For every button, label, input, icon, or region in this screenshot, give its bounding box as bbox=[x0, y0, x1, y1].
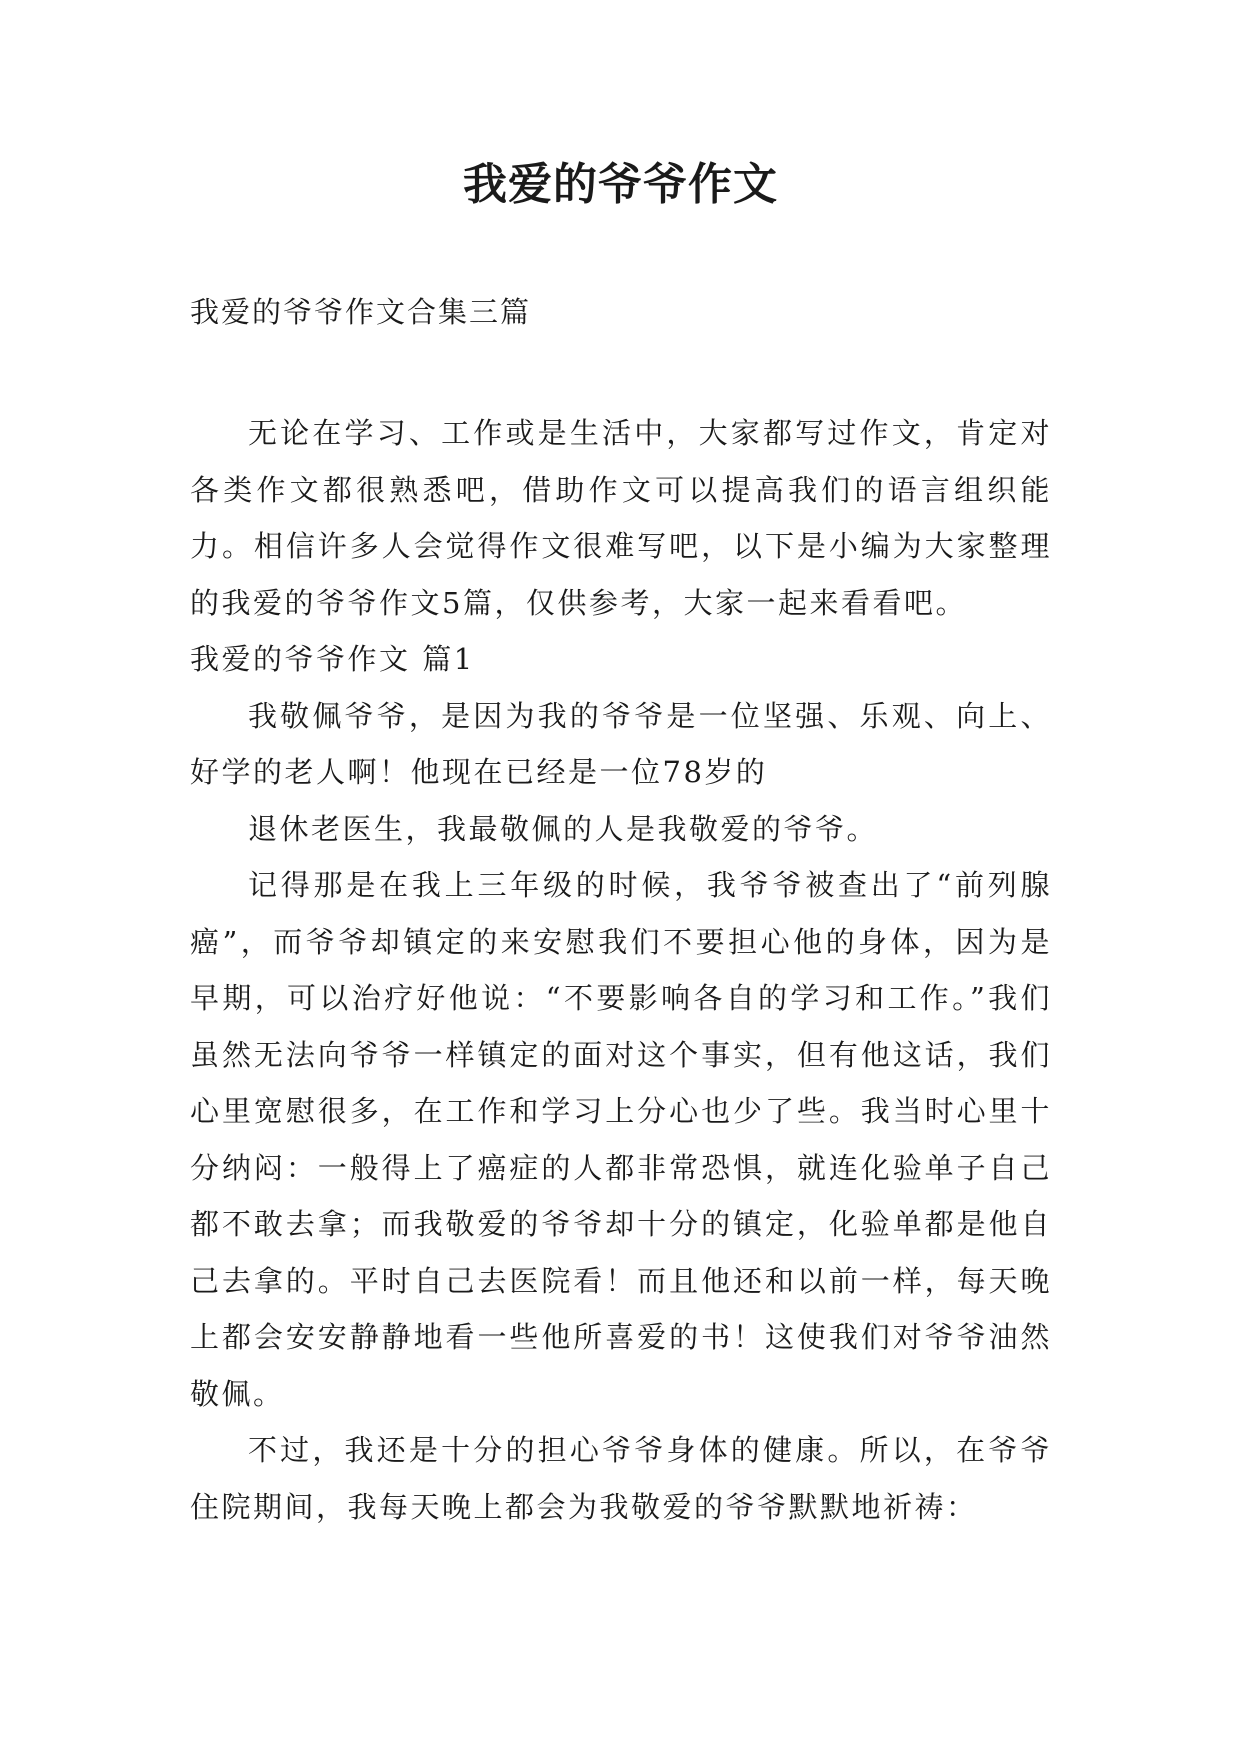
document-body bbox=[190, 405, 1052, 1535]
document-title: 我爱的爷爷作文 bbox=[463, 159, 778, 210]
paragraph: 不过，我还是十分的担心爷爷身体的健康。所以，在爷爷住院期间，我每天晚上都会为我敬爱的爷爷默默地祈祷： bbox=[190, 1433, 1052, 1524]
paragraph: 退休老医生，我最敬佩的人是我敬爱的爷爷。 bbox=[248, 811, 879, 846]
paragraph: 记得那是在我上三年级的时候，我爷爷被查出了“前列腺癌”，而爷爷却镇定的来安慰我们不要担心他的身体，因为是早期，可以治疗好他说：“不要影响各自的学习和工作。”我们虽然无法向爷爷一样镇定的面对这个事实，但有他这话，我们心里宽慰很多，在工作和学习上分心也少了些。我当时心里十分纳闷：一般得上了癌症的人都非常恐惧，就连化验单子自己都不敢去拿；而我敬爱的爷爷却十分的镇定，化验单都是他自己去拿的。平时自己去医院看！而且他还和以前一样，每天晚上都会安安静静地看一些他所喜爱的书！这使我们对爷爷油然敬佩。 bbox=[190, 868, 1052, 1411]
section-heading: 我爱的爷爷作文 篇1 bbox=[190, 642, 475, 676]
paragraph: 我敬佩爷爷，是因为我的爷爷是一位坚强、乐观、向上、好学的老人啊！他现在已经是一位78岁的 bbox=[190, 698, 1052, 789]
document-subtitle: 我爱的爷爷作文合集三篇 bbox=[190, 295, 532, 329]
paragraph-intro: 无论在学习、工作或是生活中，大家都写过作文，肯定对各类作文都很熟悉吧，借助作文可以提高我们的语言组织能力。相信许多人会觉得作文很难写吧，以下是小编为大家整理的我爱的爷爷作文5篇，仅供参考，大家一起来看看吧。 bbox=[190, 416, 1052, 620]
